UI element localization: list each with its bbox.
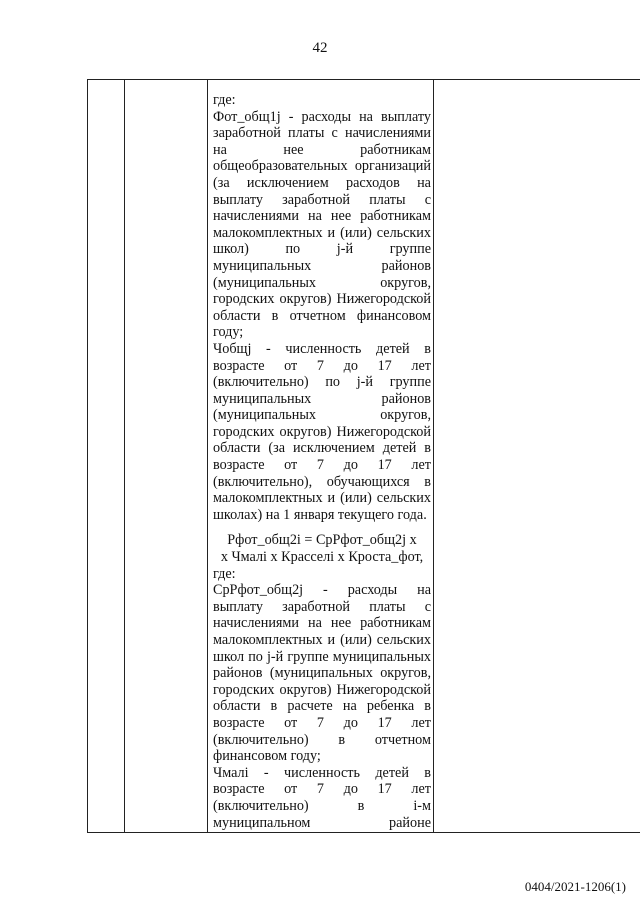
table-border-left xyxy=(87,80,88,832)
text-line: где: xyxy=(213,565,236,582)
formula-line: x Чмалi x Красселi x Кроста_фот, xyxy=(220,549,424,566)
text-line: муниципальных районов xyxy=(213,257,431,274)
text-line: школах) на 1 января текущего года. xyxy=(213,506,427,523)
text-line: (за исключением расходов на xyxy=(213,174,431,191)
text-line: году; xyxy=(213,324,244,341)
text-line: (включительно), обучающихся в xyxy=(213,473,431,490)
text-line: малокомплектных и (или) сельских xyxy=(213,224,431,241)
text-line: городских округов) Нижегородской xyxy=(213,291,431,308)
text-line: Фот_общ1j - расходы на выплату xyxy=(213,108,431,125)
text-line: малокомплектных и (или) сельских xyxy=(213,632,431,648)
text-line: где: xyxy=(213,92,236,108)
text-line: выплату заработной платы с xyxy=(213,191,431,208)
table-cell-formula-text xyxy=(213,92,431,831)
document-code: 0404/2021-1206(1) xyxy=(524,879,626,894)
text-line: школ по j-й группе муниципальных xyxy=(213,648,431,665)
text-line: области в расчете на ребенка в xyxy=(213,698,431,715)
text-line: возрасте от 7 до 17 лет xyxy=(213,714,431,731)
table-column-divider-3 xyxy=(433,80,434,832)
table-column-divider-2 xyxy=(207,80,208,832)
document-table xyxy=(87,79,640,833)
text-line: городских округов) Нижегородской xyxy=(213,423,431,440)
page-number: 42 xyxy=(312,40,328,56)
text-line: области в отчетном финансовом xyxy=(213,307,431,324)
text-line: муниципальных районов xyxy=(213,390,431,407)
text-line: районов (муниципальных округов, xyxy=(213,665,431,682)
text-line: возрасте от 7 до 17 лет xyxy=(213,781,431,798)
text-line: муниципальном районе xyxy=(213,814,431,831)
paragraph-gap xyxy=(213,523,431,532)
text-line: Чмалi - численность детей в xyxy=(213,764,431,781)
text-line: общеобразовательных организаций xyxy=(213,158,431,175)
text-line: области (за исключением детей в xyxy=(213,440,431,457)
text-line: (муниципальных округов, xyxy=(213,274,431,291)
text-line: городских округов) Нижегородской xyxy=(213,681,431,698)
formula-line: Pфот_общ2i = СрPфот_общ2j x xyxy=(227,532,417,549)
text-line: Чобщj - численность детей в xyxy=(213,340,431,357)
text-line: выплату заработной платы с xyxy=(213,598,431,615)
text-line: малокомплектных и (или) сельских xyxy=(213,490,431,507)
text-line: (муниципальных округов, xyxy=(213,407,431,424)
text-line: возрасте от 7 до 17 лет xyxy=(213,457,431,474)
table-column-divider-1 xyxy=(124,80,125,832)
text-line: школ) по j-й группе xyxy=(213,241,431,258)
text-line: начислениями на нее работникам xyxy=(213,615,431,632)
text-line: (включительно) в i-м xyxy=(213,797,431,814)
text-line: заработной платы с начислениями xyxy=(213,125,431,142)
text-line: (включительно) по j-й группе xyxy=(213,374,431,391)
text-line: (включительно) в отчетном xyxy=(213,731,431,748)
text-line: начислениями на нее работникам xyxy=(213,208,431,225)
text-line: возрасте от 7 до 17 лет xyxy=(213,357,431,374)
text-line: на нее работникам xyxy=(213,141,431,158)
text-line: финансовом году; xyxy=(213,748,321,765)
text-line: СрPфот_общ2j - расходы на xyxy=(213,582,431,599)
